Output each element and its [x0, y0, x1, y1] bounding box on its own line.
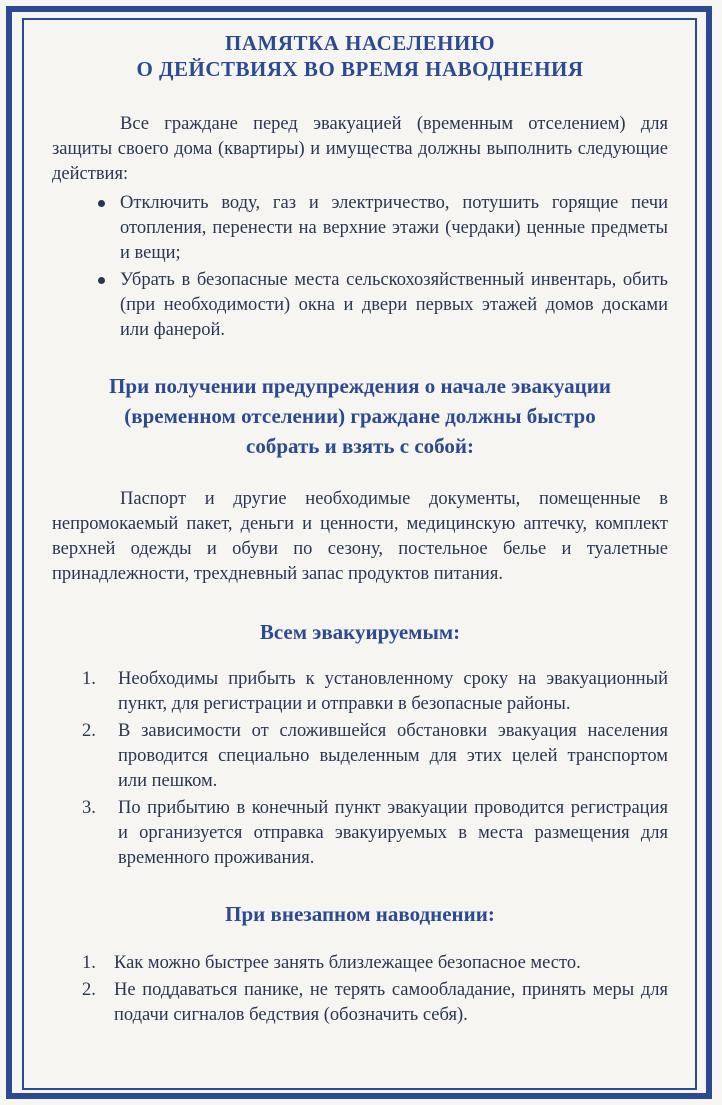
list-item-text: В зависимости от сложившейся обстановки эвакуация населения проводится специально выделенным для этих целей транспортом или пешком.: [118, 721, 668, 791]
sudden-flood-numbered-list: [52, 951, 668, 1028]
list-item-text: Необходимы прибыть к установленному сроку на эвакуационный пункт, для регистрации и отправки в безопасные районы.: [118, 669, 668, 714]
list-item-text: По прибытию в конечный пункт эвакуации проводится регистрация и организуется отправка эвакуируемых в места размещения для временного проживания.: [118, 798, 668, 868]
list-item-number: 2.: [82, 980, 96, 1000]
list-item: [52, 951, 668, 976]
list-item: [52, 667, 668, 717]
bullet-icon: [98, 200, 105, 207]
list-item-text: Убрать в безопасные места сельскохозяйственный инвентарь, обить (при необходимости) окна и двери первых этажей домов досками или фанерой.: [120, 270, 668, 340]
list-item-text: Как можно быстрее занять близлежащее безопасное место.: [114, 953, 581, 973]
list-item-text: Не поддаваться панике, не терять самообладание, принять меры для подачи сигналов бедствия (обозначить себя).: [114, 980, 668, 1025]
warning-section-paragraph: Паспорт и другие необходимые документы, помещенные в непромокаемый пакет, деньги и ценности, медицинскую аптечку, комплект верхней одежды и обуви по сезону, постельное белье и туалетные принадлежности, трехдневный запас продуктов питания.: [52, 489, 668, 584]
intro-paragraph: Все граждане перед эвакуацией (временным отселением) для защиты своего дома (квартиры) и имущества должны выполнить следующие действия:: [52, 114, 668, 184]
list-item-number: 1.: [82, 953, 96, 973]
list-item-number: 2.: [82, 721, 96, 741]
list-item: [52, 191, 668, 266]
memo-content: [52, 30, 668, 1030]
heading-line: При получении предупреждения о начале эвакуации: [109, 374, 611, 398]
list-item: [52, 719, 668, 794]
title-line-1: ПАМЯТКА НАСЕЛЕНИЮ: [225, 31, 495, 55]
list-item: [52, 796, 668, 871]
list-item-number: 1.: [82, 669, 96, 689]
bullet-icon: [98, 277, 105, 284]
list-item: [52, 978, 668, 1028]
list-item-number: 3.: [82, 798, 96, 818]
page-title: [52, 30, 668, 82]
warning-section-heading: [52, 371, 668, 461]
list-item: [52, 268, 668, 343]
evacuees-numbered-list: [52, 667, 668, 871]
intro-bullet-list: [52, 191, 668, 343]
heading-line: (временном отселении) граждане должны быстро: [124, 404, 596, 428]
heading-line: собрать и взять с собой:: [246, 434, 474, 458]
list-item-text: Отключить воду, газ и электричество, потушить горящие печи отопления, перенести на верхние этажи (чердаки) ценные предметы и вещи;: [120, 193, 668, 263]
sudden-flood-section-heading: При внезапном наводнении:: [225, 902, 495, 926]
title-line-2: О ДЕЙСТВИЯХ ВО ВРЕМЯ НАВОДНЕНИЯ: [136, 57, 584, 81]
evacuees-section-heading: Всем эвакуируемым:: [259, 620, 461, 644]
